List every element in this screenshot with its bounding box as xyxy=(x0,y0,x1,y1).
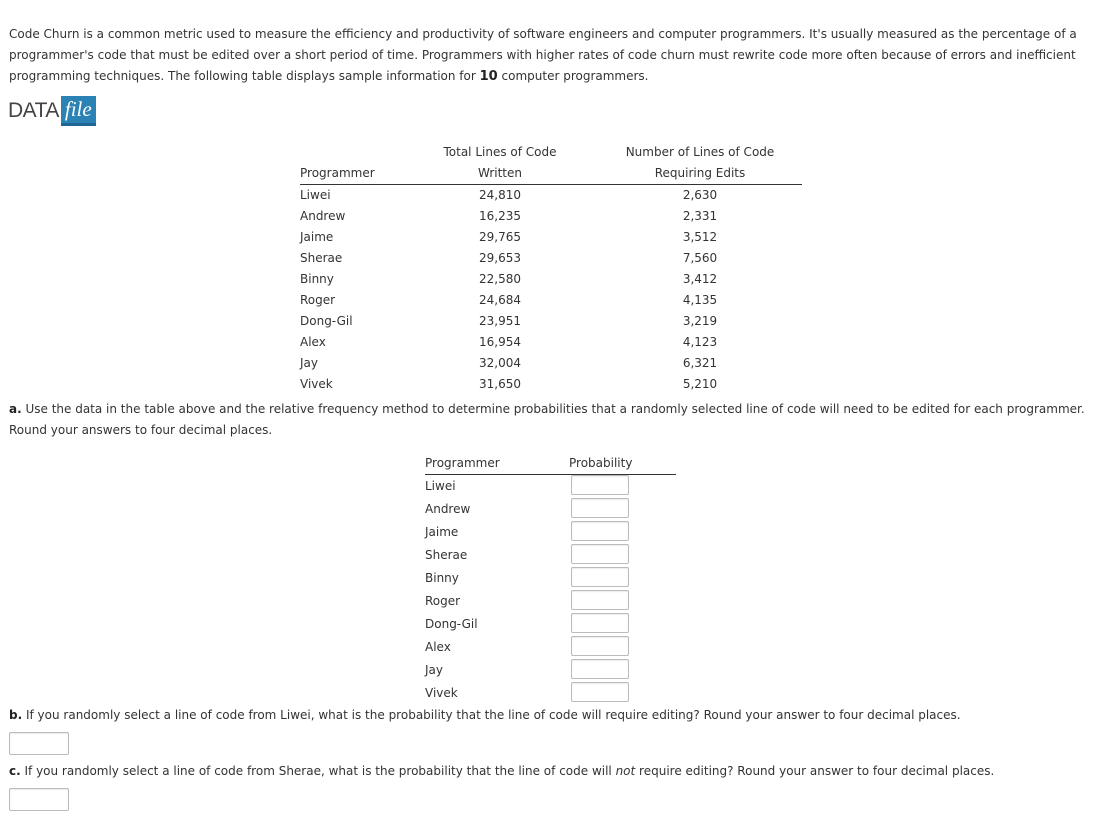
answer-b-input[interactable] xyxy=(9,732,69,755)
question-c-text: If you randomly select a line of code from Sherae, what is the probability that the line of code will xyxy=(20,764,616,778)
table-row xyxy=(300,269,802,290)
header-requiring-edits: Requiring Edits xyxy=(654,166,746,180)
table-row xyxy=(300,227,802,248)
table-row xyxy=(300,332,802,353)
table-row xyxy=(300,353,802,374)
programmer-name: Jaime xyxy=(300,230,334,244)
lines-requiring-edits: 7,560 xyxy=(682,251,718,265)
probability-row xyxy=(425,544,676,567)
question-a-label: a. xyxy=(9,402,22,416)
question-c-emphasis: not xyxy=(615,764,636,778)
probability-table xyxy=(425,453,676,705)
probability-input[interactable] xyxy=(571,567,629,587)
lines-written: 22,580 xyxy=(479,272,521,286)
programmer-name: Liwei xyxy=(425,479,456,493)
probability-input[interactable] xyxy=(571,659,629,679)
programmer-name: Andrew xyxy=(300,209,346,223)
lines-written: 31,650 xyxy=(479,377,521,391)
lines-written: 16,954 xyxy=(479,335,521,349)
programmer-name: Vivek xyxy=(300,377,333,391)
programmer-name: Dong-Gil xyxy=(300,314,353,328)
data-file-label: DATA xyxy=(8,99,59,122)
file-icon: file xyxy=(61,96,96,126)
header-written: Written xyxy=(478,166,522,180)
table-row xyxy=(300,206,802,227)
programmer-name: Jay xyxy=(425,663,443,677)
question-c xyxy=(9,761,994,782)
programmer-name: Sherae xyxy=(300,251,343,265)
answer-c-input[interactable] xyxy=(9,788,69,811)
header-programmer: Programmer xyxy=(425,456,500,470)
lines-written: 24,810 xyxy=(479,188,521,202)
lines-requiring-edits: 3,412 xyxy=(682,272,718,286)
probability-input[interactable] xyxy=(571,590,629,610)
data-file-link[interactable] xyxy=(8,96,96,126)
question-b-text: If you randomly select a line of code from Liwei, what is the probability that the line of code will require editing? Round your answer to four decimal places. xyxy=(22,708,961,722)
probability-row xyxy=(425,475,676,498)
programmer-count: 10 xyxy=(479,69,498,84)
table-header-row xyxy=(300,142,802,163)
programmer-name: Roger xyxy=(425,594,461,608)
programmer-name: Alex xyxy=(425,640,451,654)
lines-requiring-edits: 2,630 xyxy=(682,188,718,202)
table-row xyxy=(300,311,802,332)
programmer-name: Liwei xyxy=(300,188,331,202)
question-c-text-end: require editing? Round your answer to four decimal places. xyxy=(635,764,995,778)
question-b-label: b. xyxy=(9,708,23,722)
lines-written: 29,653 xyxy=(479,251,521,265)
question-b xyxy=(9,705,961,726)
header-total-lines: Total Lines of Code xyxy=(443,145,557,159)
probability-input[interactable] xyxy=(571,498,629,518)
programmer-name: Jaime xyxy=(425,525,459,539)
table-row xyxy=(300,248,802,269)
lines-requiring-edits: 2,331 xyxy=(682,209,718,223)
table-row xyxy=(300,374,802,395)
probability-input[interactable] xyxy=(571,475,629,495)
table-header-row xyxy=(300,163,802,185)
question-a xyxy=(9,399,1089,441)
lines-requiring-edits: 3,512 xyxy=(682,230,718,244)
question-c-label: c. xyxy=(9,764,21,778)
header-programmer: Programmer xyxy=(300,166,375,180)
header-probability: Probability xyxy=(569,456,633,470)
probability-row xyxy=(425,659,676,682)
programmer-name: Jay xyxy=(300,356,318,370)
probability-input[interactable] xyxy=(571,544,629,564)
lines-requiring-edits: 4,135 xyxy=(682,293,718,307)
programmer-name: Binny xyxy=(300,272,334,286)
programmer-name: Sherae xyxy=(425,548,468,562)
header-lines-edits: Number of Lines of Code xyxy=(625,145,775,159)
lines-written: 29,765 xyxy=(479,230,521,244)
lines-written: 24,684 xyxy=(479,293,521,307)
probability-row xyxy=(425,498,676,521)
probability-input[interactable] xyxy=(571,521,629,541)
programmer-name: Andrew xyxy=(425,502,471,516)
intro-paragraph xyxy=(9,24,1089,87)
probability-row xyxy=(425,521,676,544)
probability-row xyxy=(425,567,676,590)
programmer-name: Binny xyxy=(425,571,459,585)
probability-header-row xyxy=(425,453,676,475)
probability-input[interactable] xyxy=(571,636,629,656)
programmer-name: Roger xyxy=(300,293,336,307)
programmer-name: Vivek xyxy=(425,686,458,700)
lines-written: 32,004 xyxy=(479,356,521,370)
probability-row xyxy=(425,636,676,659)
table-row xyxy=(300,290,802,311)
table-row xyxy=(300,185,802,206)
code-churn-table xyxy=(300,142,802,395)
programmer-name: Alex xyxy=(300,335,326,349)
lines-requiring-edits: 6,321 xyxy=(682,356,718,370)
programmer-name: Dong-Gil xyxy=(425,617,478,631)
lines-written: 23,951 xyxy=(479,314,521,328)
intro-text-end: computer programmers. xyxy=(497,69,649,83)
probability-input[interactable] xyxy=(571,613,629,633)
intro-text: Code Churn is a common metric used to measure the efficiency and productivity of software engineers and computer programmers. It's usually measured as the percentage of a programmer's code that must be edited over a short period of time. Programmers with higher rates of code churn must rewrite code more often because of errors and inefficient programming techniques. The following table displays sample information for xyxy=(9,27,1077,83)
lines-requiring-edits: 3,219 xyxy=(682,314,718,328)
question-a-text: Use the data in the table above and the relative frequency method to determine probabilities that a randomly selected line of code will need to be edited for each programmer. Round your answers to four decimal places. xyxy=(9,402,1085,437)
lines-requiring-edits: 5,210 xyxy=(682,377,718,391)
probability-row xyxy=(425,682,676,705)
lines-written: 16,235 xyxy=(479,209,521,223)
probability-input[interactable] xyxy=(571,682,629,702)
lines-requiring-edits: 4,123 xyxy=(682,335,718,349)
probability-row xyxy=(425,613,676,636)
probability-row xyxy=(425,590,676,613)
